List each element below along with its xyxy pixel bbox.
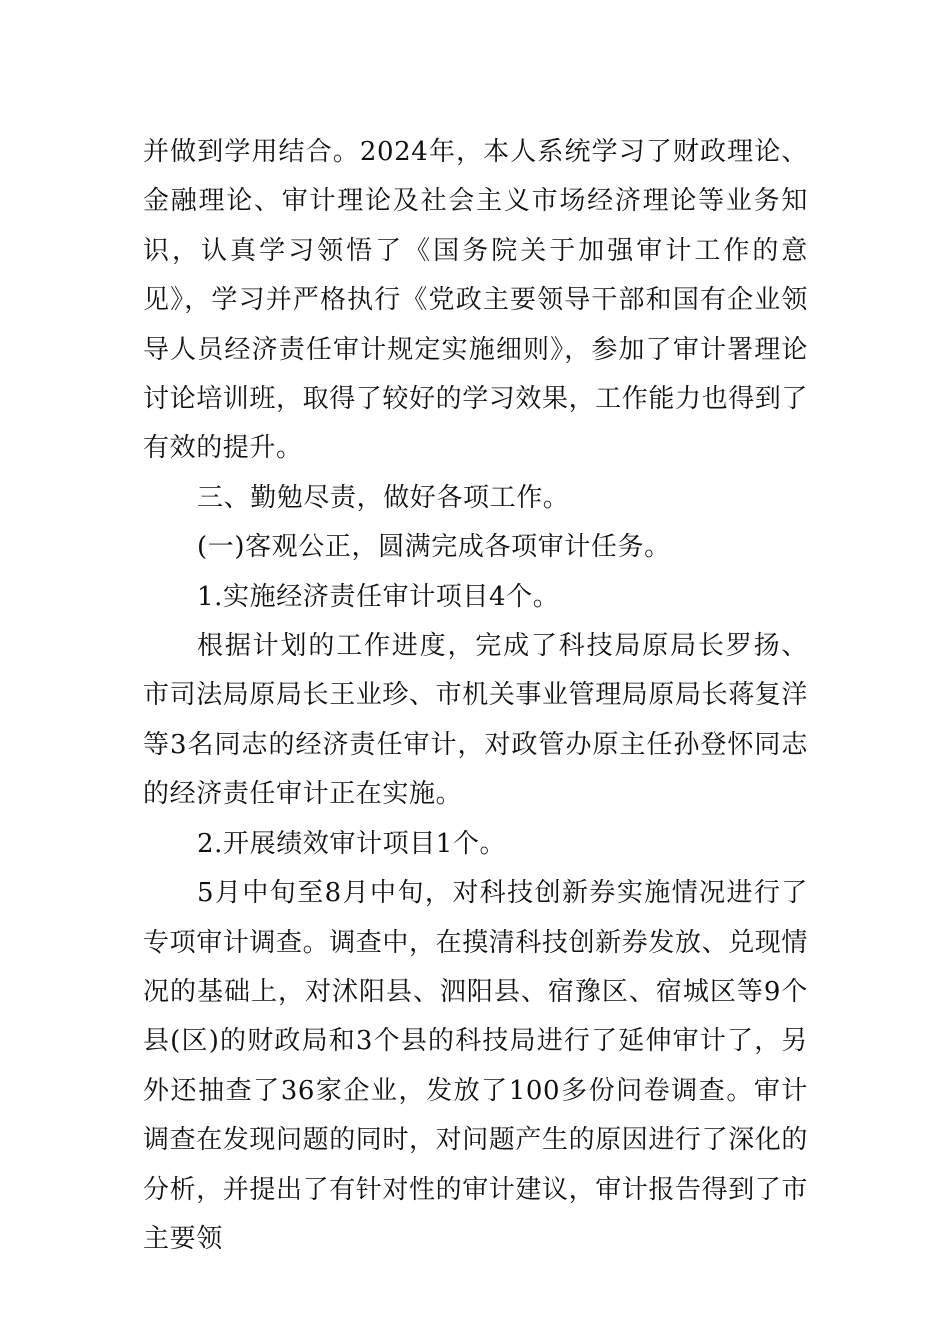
section-three-heading: 三、勤勉尽责，做好各项工作。: [197, 482, 570, 513]
paragraph-item-one-body: 根据计划的工作进度，完成了科技局原局长罗扬、市司法局原局长王业珍、市机关事业管理局原局长蒋复洋等3名同志的经济责任审计，对政管办原主任孙登怀同志的经济责任审计正在实施。: [143, 631, 809, 810]
document-body: [143, 128, 808, 1264]
item-one-heading: 1.实施经济责任审计项目4个。: [197, 581, 560, 612]
item-two-heading: 2.开展绩效审计项目1个。: [197, 828, 507, 859]
paragraph-item-two-body: 5月中旬至8月中旬，对科技创新券实施情况进行了专项审计调查。调查中，在摸清科技创新券发放、兑现情况的基础上，对沭阳县、泗阳县、宿豫区、宿城区等9个县(区)的财政局和3个县的科技局进行了延伸审计了，另外还抽查了36家企业，发放了100多份问卷调查。审计调查在发现问题的同时，对问题产生的原因进行了深化的分析，并提出了有针对性的审计建议，审计报告得到了市主要领: [143, 878, 809, 1254]
subsection-one-heading: (一)客观公正，圆满完成各项审计任务。: [197, 532, 671, 563]
paragraph-study-continuation: 并做到学用结合。2024年，本人系统学习了财政理论、金融理论、审计理论及社会主义市场经济理论等业务知识，认真学习领悟了《国务院关于加强审计工作的意见》，学习并严格执行《党政主要领导干部和国有企业领导人员经济责任审计规定实施细则》，参加了审计署理论讨论培训班，取得了较好的学习效果，工作能力也得到了有效的提升。: [143, 137, 809, 464]
